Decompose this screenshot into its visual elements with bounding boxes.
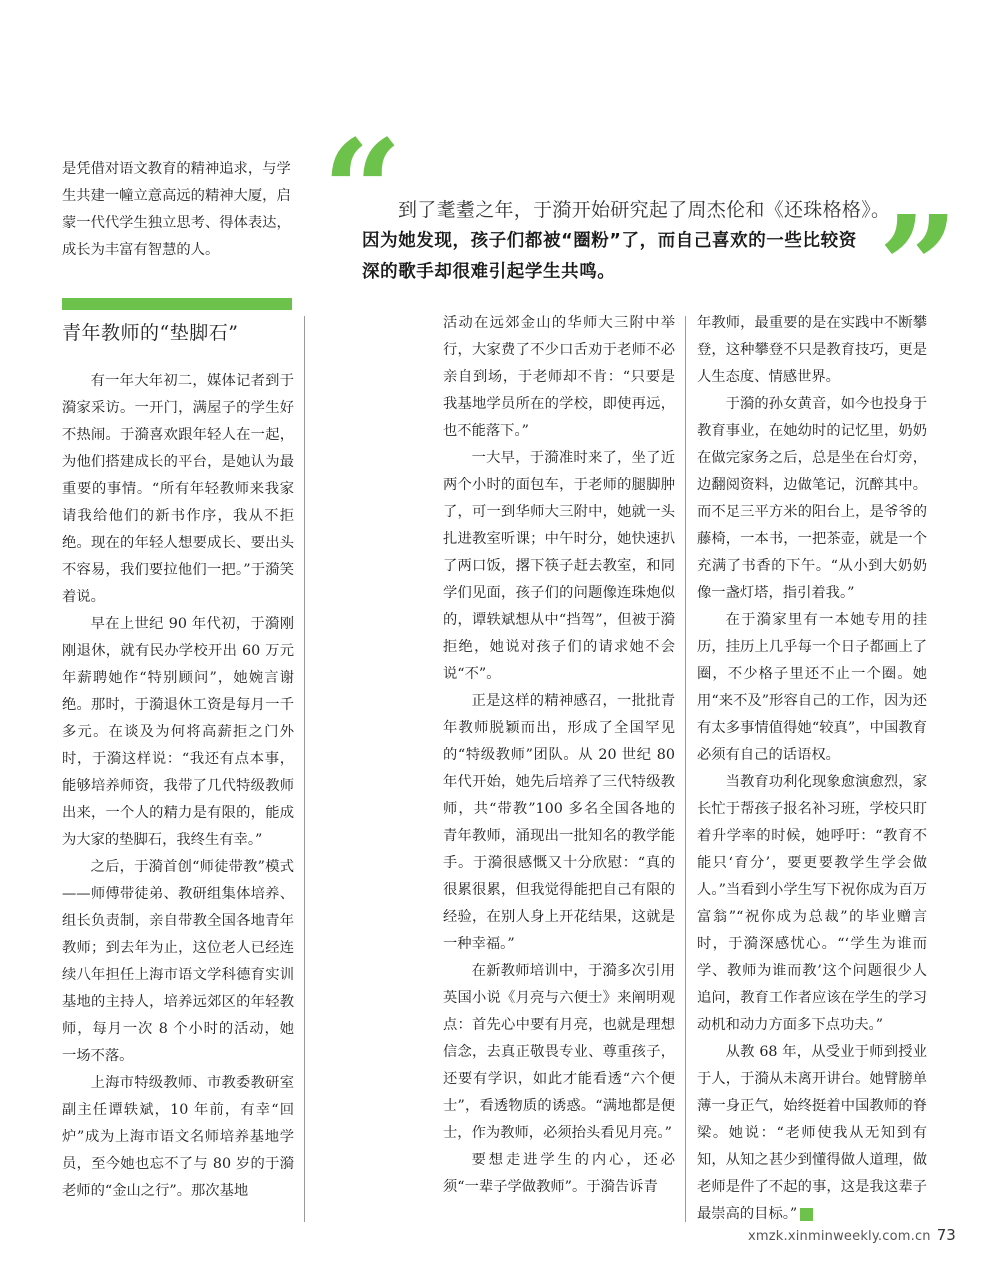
paragraph: 当教育功利化现象愈演愈烈，家长忙于帮孩子报名补习班，学校只盯着升学率的时候，她呼吁：“教育不能只‘育分’，要更要教学生学会做人。”当看到小学生写下祝你成为百万富翁”“祝你成为总裁”的毕业赠言时，于漪深感忧心。“‘学生为谁而学、教师为谁而教’这个问题很少人追问，教育工作者应该在学生的学习动机和动力方面多下点功夫。” [697, 774, 927, 1033]
column-divider [685, 316, 686, 1222]
paragraph: 一大早，于漪准时来了，坐了近两个小时的面包车，于老师的腿脚肿了，可一到华师大三附中，她就一头扎进教室听课；中午时分，她快速扒了两口饭，撂下筷子赶去教室，和同学们见面，孩子们的问题像连珠炮似的，谭轶斌想从中“挡驾”，但被于漪拒绝，她说对孩子们的请求她不会说“不”。 [443, 450, 675, 682]
footer-url: xmzk.xinminweekly.com.cn [748, 1229, 931, 1244]
paragraph: 要想走进学生的内心，还必须“一辈子学做教师”。于漪告诉青 [443, 1152, 675, 1195]
paragraph: 之后，于漪首创“师徒带教”模式——师傅带徒弟、教研组集体培养、组长负责制，亲自带教全国各地青年教师；到去年为止，这位老人已经连续八年担任上海市语文学科德育实训基地的主持人，培养远郊区的年轻教师，每月一次 8 个小时的活动，她一场不落。 [62, 859, 294, 1064]
end-mark-icon: 民 [800, 1208, 813, 1221]
paragraph: 于漪的孙女黄音，如今也投身于教育事业，在她幼时的记忆里，奶奶在做完家务之后，总是坐在台灯旁，边翻阅资料，边做笔记，沉醉其中。而不足三平方米的阳台上，是爷爷的藤椅，一本书，一把茶壶，就是一个充满了书香的下午。“从小到大奶奶像一盏灯塔，指引着我。” [697, 396, 927, 601]
paragraph: 有一年大年初二，媒体记者到于漪家采访。一开门，满屋子的学生好不热闹。于漪喜欢跟年轻人在一起，为他们搭建成长的平台，是她认为最重要的事情。“所有年轻教师来我家请我给他们的新书作序，我从不拒绝。现在的年轻人想要成长、要出头不容易，我们要拉他们一把。”于漪笑着说。 [62, 373, 294, 605]
page-number: 73 [936, 1226, 956, 1244]
article-column-2 [443, 310, 675, 1201]
paragraph: 活动在远郊金山的华师大三附中举行，大家费了不少口舌劝于老师不必亲自到场，于老师却不肯：“只要是我基地学员所在的学校，即使再远，也不能落下。” [443, 315, 675, 439]
paragraph: 上海市特级教师、市教委教研室副主任谭轶斌，10 年前，有幸“回炉”成为上海市语文名师培养基地学员，至今她也忘不了与 80 岁的于漪老师的“金山之行”。那次基地 [62, 1075, 294, 1199]
pullquote-line1: 到了耄耋之年，于漪开始研究起了周杰伦和《还珠格格》。 [398, 199, 891, 221]
paragraph: 在新教师培训中，于漪多次引用英国小说《月亮与六便士》来阐明观点：首先心中要有月亮，也就是理想信念，去真正敬畏专业、尊重孩子，还要有学识，如此才能看透“六个便士”，看透物质的诱惑。“满地都是便士，作为教师，必须抬头看见月亮。” [443, 963, 675, 1141]
section-accent-bar [62, 298, 292, 310]
page-footer [748, 1226, 956, 1244]
pullquote-body: 因为她发现，孩子们都被“圈粉”了，而自己喜欢的一些比较资深的歌手却很难引起学生共鸣。 [362, 231, 857, 282]
intro-text: 是凭借对语文教育的精神追求，与学生共建一幢立意高远的精神大厦，启蒙一代代学生独立思考、得体表达，成长为丰富有智慧的人。 [62, 161, 291, 258]
close-quote-mark: ” [878, 186, 959, 350]
final-paragraph [697, 1039, 927, 1228]
intro-paragraph [62, 156, 294, 264]
section-heading: 青年教师的“垫脚石” [62, 322, 239, 344]
article-column-3 [697, 310, 927, 1228]
paragraph: 正是这样的精神感召，一批批青年教师脱颖而出，形成了全国罕见的“特级教师”团队。从 20 世纪 80 年代开始，她先后培养了三代特级教师，共“带教”100 多名全国各地的青年教师，涌现出一批知名的教学能手。于漪很感慨又十分欣慰：“真的很累很累，但我觉得能把自己有限的经验，在别人身上开花结果，这就是一种幸福。” [443, 693, 675, 952]
column-divider [304, 316, 305, 1222]
paragraph: 在于漪家里有一本她专用的挂历，挂历上几乎每一个日子都画上了圈，不少格子里还不止一个圈。她用“来不及”形容自己的工作，因为还有太多事情值得她“较真”，中国教育必须有自己的话语权。 [697, 612, 927, 763]
open-quote-mark: “ [322, 110, 403, 274]
paragraph: 早在上世纪 90 年代初，于漪刚刚退休，就有民办学校开出 60 万元年薪聘她作“特别顾问”，她婉言谢绝。那时，于漪退休工资是每月一千多元。在谈及为何将高薪拒之门外时，于漪这样说：“我还有点本事，能够培养师资，我带了几代特级教师出来，一个人的精力是有限的，能成为大家的垫脚石，我终生有幸。” [62, 616, 294, 848]
paragraph: 年教师，最重要的是在实践中不断攀登，这种攀登不只是教育技巧，更是人生态度、情感世界。 [697, 315, 927, 385]
article-column-1 [62, 368, 294, 1205]
paragraph-text: 从教 68 年，从受业于师到授业于人，于漪从未离开讲台。她臂膀单薄一身正气，始终挺着中国教师的脊梁。她说：“老师使我从无知到有知，从知之甚少到懂得做人道理，做老师是件了不起的事，这是我这辈子最崇高的目标。” [697, 1044, 927, 1222]
